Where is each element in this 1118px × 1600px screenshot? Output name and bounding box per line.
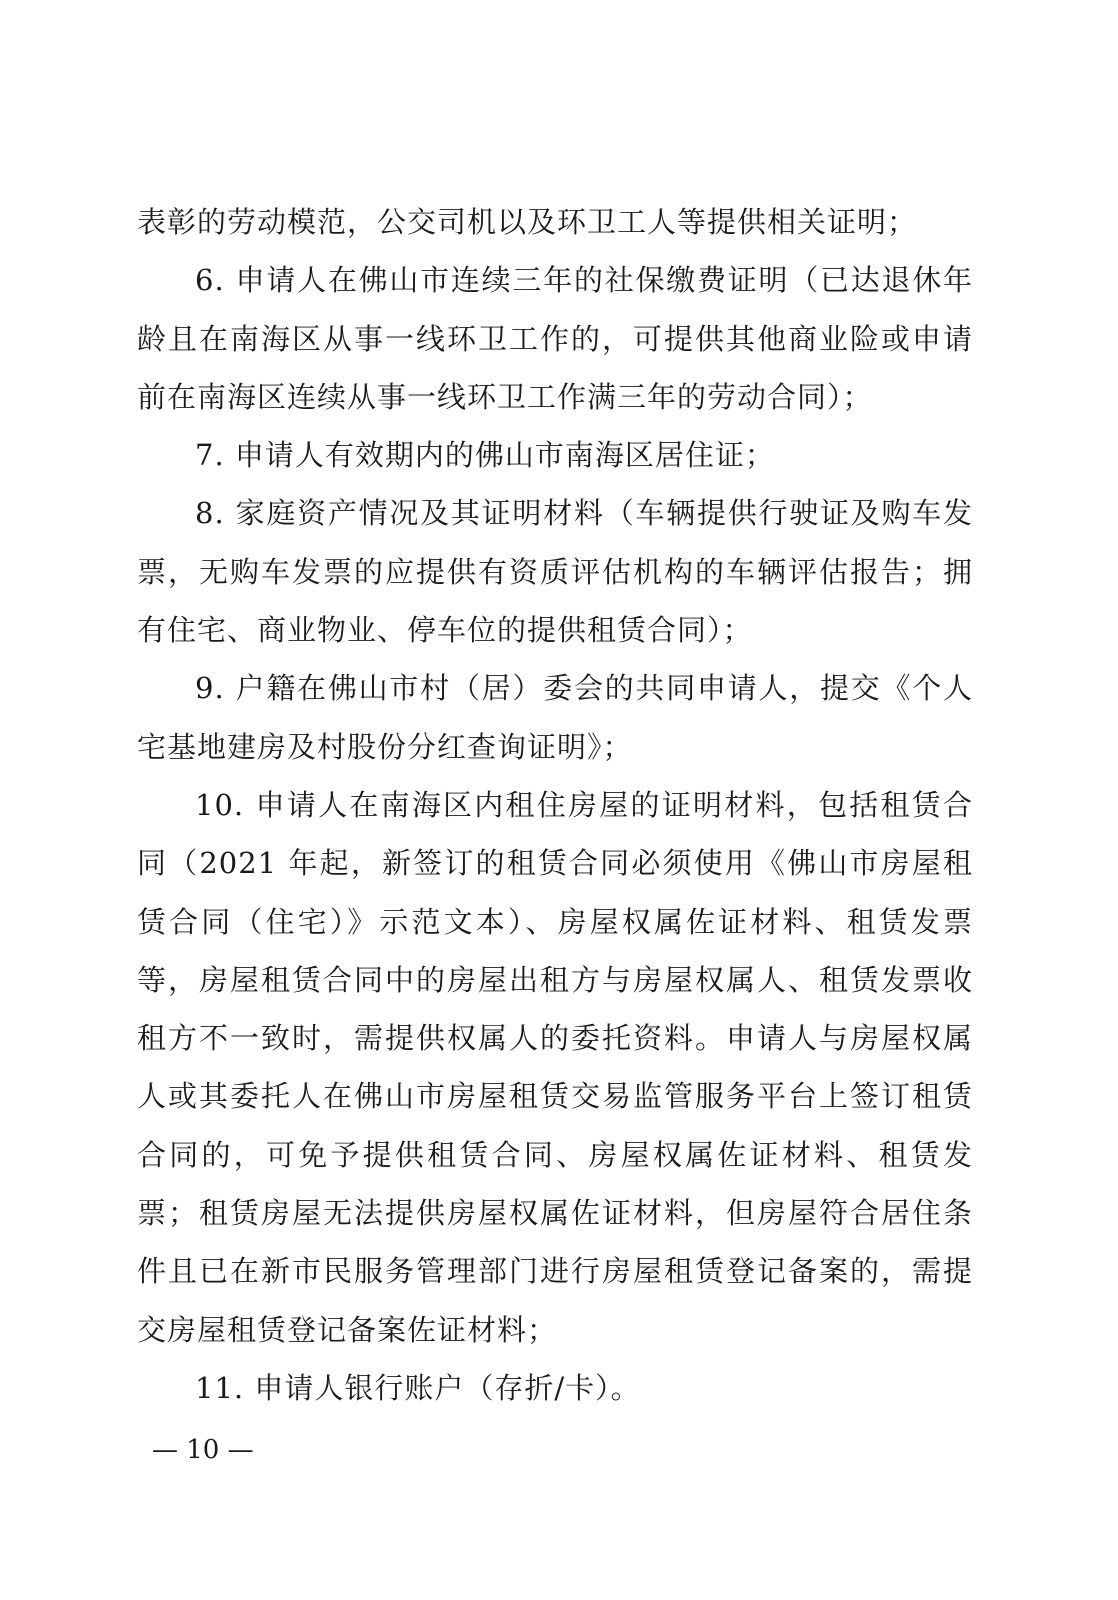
list-item-10: 10. 申请人在南海区内租住房屋的证明材料，包括租赁合同（2021 年起，新签订的租赁合同必须使用《佛山市房屋租赁合同（住宅）》示范文本）、房屋权属佐证材料、租赁发票等，房屋租赁合同中的房屋出租方与房屋权属人、租赁发票收租方不一致时，需提供权属人的委托资料。申请人与房屋权属人或其委托人在佛山市房屋租赁交易监管服务平台上签订租赁合同的，可免予提供租赁合同、房屋权属佐证材料、租赁发票；租赁房屋无法提供房屋权属佐证材料，但房屋符合居住条件且已在新市民服务管理部门进行房屋租赁登记备案的，需提交房屋租赁登记备案佐证材料； <box>137 787 973 1347</box>
body-text <box>137 193 973 1417</box>
paragraph-continuation: 表彰的劳动模范，公交司机以及环卫工人等提供相关证明； <box>137 205 918 239</box>
list-item-7: 7. 申请人有效期内的佛山市南海区居住证； <box>195 438 775 473</box>
page-number: — 10 — <box>152 1435 254 1465</box>
list-item-8: 8. 家庭资产情况及其证明材料（车辆提供行驶证及购车发票，无购车发票的应提供有资质评估机构的车辆评估报告；拥有住宅、商业物业、停车位的提供租赁合同）； <box>137 496 973 648</box>
list-item-11: 11. 申请人银行账户（存折/卡）。 <box>195 1370 641 1405</box>
list-item-9: 9. 户籍在佛山市村（居）委会的共同申请人，提交《个人宅基地建房及村股份分红查询证明》； <box>137 671 973 764</box>
list-item-6: 6. 申请人在佛山市连续三年的社保缴费证明（已达退休年龄且在南海区从事一线环卫工作的，可提供其他商业险或申请前在南海区连续从事一线环卫工作满三年的劳动合同）； <box>137 263 973 414</box>
